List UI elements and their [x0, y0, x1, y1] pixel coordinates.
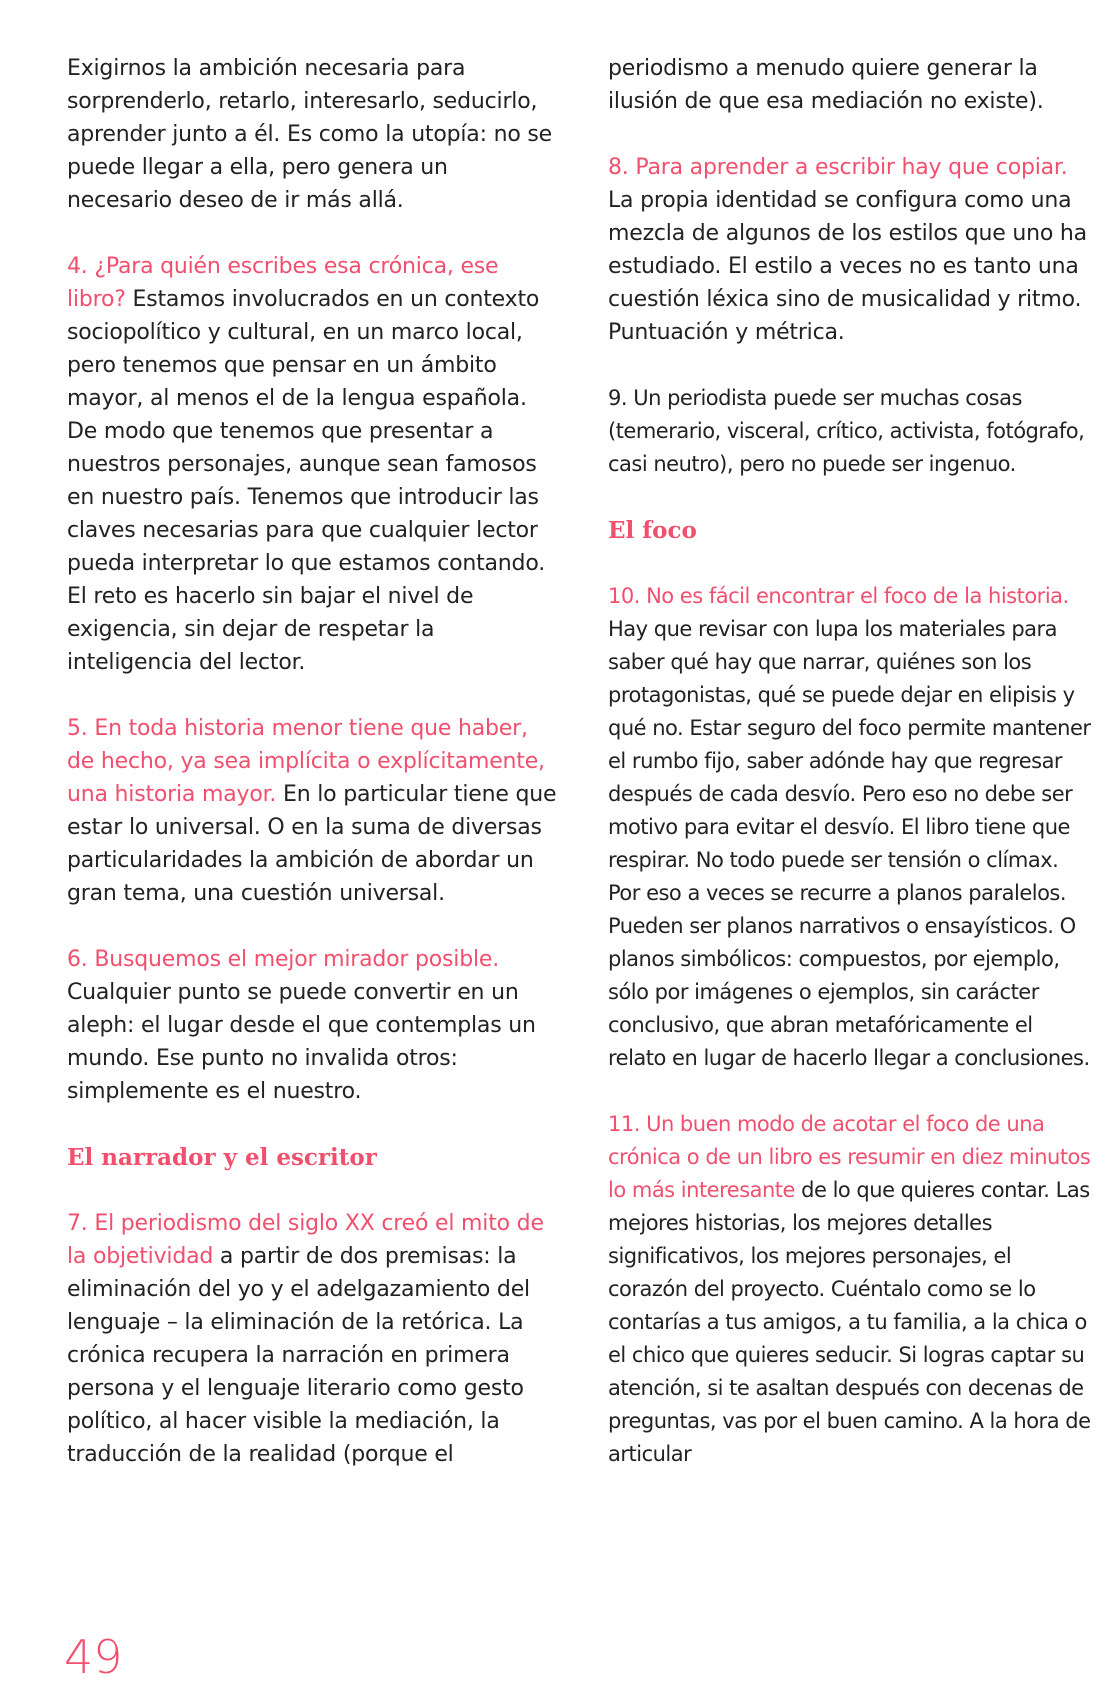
- paragraph-10: [608, 580, 1094, 1075]
- paragraph-5: [67, 712, 557, 910]
- paragraph-9: [608, 382, 1094, 481]
- paragraph-10-text: Hay que revisar con lupa los materiales para saber qué hay que narrar, quiénes son los protagonistas, qué se puede dejar en elipisis y qué no. Estar seguro del foco permite mantener el rumbo fijo, saber adónde hay que regresar después de cada desvío. Pero eso no debe ser motivo para evitar el desvío. El libro tiene que respirar. No todo puede ser tensión o clímax. Por eso a veces se recurre a planos paralelos. Pueden ser planos narrativos o ensayísticos. O planos simbólicos: compuestos, por ejemplo, sólo por imágenes o ejemplos, sin carácter conclusivo, que abran metafóricamente el relato en lugar de hacerlo llegar a conclusiones.: [608, 617, 1091, 1070]
- paragraph-6: [67, 943, 557, 1108]
- left-column: [67, 52, 557, 1504]
- paragraph-4: [67, 250, 557, 679]
- right-column: [608, 52, 1094, 1504]
- paragraph-7-highlight: 7. El periodismo del siglo XX creó el mito de la objetividad: [67, 1211, 544, 1269]
- section-heading-foco: El foco: [608, 517, 697, 544]
- paragraph-7-continued: [608, 52, 1094, 118]
- paragraph-5-text: En lo particular tiene que estar lo universal. O en la suma de diversas particularidades la ambición de abordar un gran tema, una cuestión universal.: [67, 782, 557, 906]
- paragraph-10-wrapper: [608, 580, 1094, 1471]
- paragraph-10-highlight: 10. No es fácil encontrar el foco de la historia.: [608, 584, 1069, 608]
- paragraph-6-highlight: 6. Busquemos el mejor mirador posible.: [67, 947, 500, 972]
- paragraph-8-highlight: 8. Para aprender a escribir hay que copiar.: [608, 155, 1068, 180]
- paragraph-7: [67, 1207, 557, 1471]
- paragraph-11: [608, 1108, 1094, 1471]
- paragraph-8-text: La propia identidad se configura como una mezcla de algunos de los estilos que uno ha estudiado. El estilo a veces no es tanto una cuestión léxica sino de musicalidad y ritmo. Puntuación y métrica.: [608, 188, 1087, 345]
- paragraph-intro: [67, 52, 557, 217]
- paragraph-7-continued-text: periodismo a menudo quiere generar la ilusión de que esa mediación no existe).: [608, 56, 1044, 114]
- section-heading-narrador: El narrador y el escritor: [67, 1144, 377, 1171]
- paragraph-7-text: a partir de dos premisas: la eliminación del yo y el adelgazamiento del lenguaje – la eliminación de la retórica. La crónica recupera la narración en primera persona y el lenguaje literario como gesto político, al hacer visible la mediación, la traducción de la realidad (porque el: [67, 1244, 530, 1467]
- paragraph-9-wrapper: [608, 382, 1094, 481]
- paragraph-5-highlight: 5. En toda historia menor tiene que haber, de hecho, ya sea implícita o explícitamente, una historia mayor.: [67, 716, 545, 807]
- paragraph-intro-text: Exigirnos la ambición necesaria para sorprenderlo, retarlo, interesarlo, seducirlo, aprender junto a él. Es como la utopía: no se puede llegar a ella, pero genera un necesario deseo de ir más allá.: [67, 56, 552, 213]
- paragraph-11-text: de lo que quieres contar. Las mejores historias, los mejores detalles significativos, los mejores personajes, el corazón del proyecto. Cuéntalo como se lo contarías a tus amigos, a tu familia, a la chica o el chico que quieres seducir. Si logras captar su atención, si te asaltan después con decenas de preguntas, vas por el buen camino. A la hora de articular: [608, 1178, 1091, 1466]
- paragraph-4-highlight: 4. ¿Para quién escribes esa crónica, ese libro?: [67, 254, 499, 312]
- paragraph-8: [608, 151, 1094, 349]
- paragraph-9-text: 9. Un periodista puede ser muchas cosas (temerario, visceral, crítico, activista, fotógrafo, casi neutro), pero no puede ser ingenuo.: [608, 386, 1085, 476]
- paragraph-11-highlight: 11. Un buen modo de acotar el foco de una crónica o de un libro es resumir en diez minutos lo más interesante: [608, 1112, 1091, 1202]
- paragraph-6-text: Cualquier punto se puede convertir en un aleph: el lugar desde el que contemplas un mundo. Ese punto no invalida otros: simplemente es el nuestro.: [67, 980, 536, 1104]
- paragraph-4-text: Estamos involucrados en un contexto sociopolítico y cultural, en un marco local, pero tenemos que pensar en un ámbito mayor, al menos el de la lengua española. De modo que tenemos que presentar a nuestros personajes, aunque sean famosos en nuestro país. Tenemos que introducir las claves necesarias para que cualquier lector pueda interpretar lo que estamos contando. El reto es hacerlo sin bajar el nivel de exigencia, sin dejar de respetar la inteligencia del lector.: [67, 287, 545, 675]
- page-number: 49: [64, 1630, 123, 1684]
